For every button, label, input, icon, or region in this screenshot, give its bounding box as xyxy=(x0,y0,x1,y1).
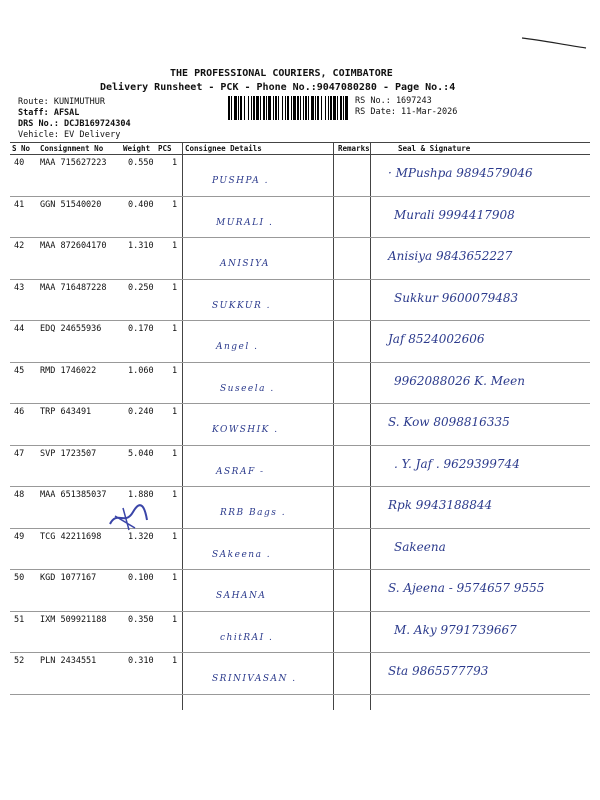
header-top-rule xyxy=(10,142,590,143)
row-pcs: 1 xyxy=(172,531,178,542)
row-weight: 0.550 xyxy=(128,158,154,168)
row-weight: 0.250 xyxy=(128,282,154,293)
row-weight: 0.170 xyxy=(128,324,154,334)
row-divider xyxy=(10,196,590,197)
row-divider xyxy=(10,362,590,363)
row-consignment-no: MAA 872604170 xyxy=(40,241,107,251)
row-consignment-no: EDQ 24655936 xyxy=(40,324,102,334)
row-signature: Sukkur 9600079483 xyxy=(394,290,519,305)
row-pcs: 1 xyxy=(172,614,178,625)
ink-stamp-mark xyxy=(105,502,150,532)
row-consignment-no: TCG 42211698 xyxy=(40,531,102,542)
row-consignee-name: KOWSHIK . xyxy=(212,425,279,435)
col-pcs: PCS xyxy=(158,144,172,153)
row-divider xyxy=(10,652,590,653)
row-pcs: 1 xyxy=(172,407,178,417)
row-sno: 45 xyxy=(14,365,25,376)
row-divider xyxy=(10,237,590,238)
drs-number: DRS No.: DCJB169724304 xyxy=(18,119,131,129)
row-consignee-name: Angel . xyxy=(216,342,259,352)
row-sno: 46 xyxy=(14,407,25,417)
col-weight: Weight xyxy=(123,144,151,153)
row-consignee-name: SUKKUR . xyxy=(212,300,271,311)
row-weight: 5.040 xyxy=(128,448,154,459)
row-pcs: 1 xyxy=(172,282,178,293)
row-consignee-name: SAHANA xyxy=(216,591,267,601)
row-pcs: 1 xyxy=(172,448,178,459)
row-signature: M. Aky 9791739667 xyxy=(394,622,517,637)
row-pcs: 1 xyxy=(172,199,178,210)
row-consignee-name: ANISIYA xyxy=(220,259,270,269)
row-pcs: 1 xyxy=(172,656,178,666)
seal-col-rule xyxy=(370,142,371,710)
header-bottom-rule xyxy=(10,154,590,155)
row-consignment-no: MAA 651385037 xyxy=(40,490,107,500)
row-signature: Sakeena xyxy=(394,539,446,554)
row-signature: S. Kow 8098816335 xyxy=(388,415,510,429)
rs-date: RS Date: 11-Mar-2026 xyxy=(355,107,458,117)
row-pcs: 1 xyxy=(172,490,178,500)
row-consignment-no: GGN 51540020 xyxy=(40,199,102,210)
staff-label: Staff: AFSAL xyxy=(18,108,80,118)
row-signature: · MPushpa 9894579046 xyxy=(388,166,533,180)
row-sno: 41 xyxy=(14,199,25,210)
row-sno: 51 xyxy=(14,614,25,625)
row-pcs: 1 xyxy=(172,365,178,376)
row-sno: 43 xyxy=(14,282,25,293)
col-consignee: Consignee Details xyxy=(185,144,262,153)
row-sno: 47 xyxy=(14,448,25,459)
row-consignment-no: TRP 643491 xyxy=(40,407,92,417)
row-signature: S. Ajeena - 9574657 9555 xyxy=(388,581,545,595)
row-consignment-no: SVP 1723507 xyxy=(40,448,97,459)
row-sno: 48 xyxy=(14,490,25,500)
row-signature: Murali 9994417908 xyxy=(394,207,515,222)
row-sno: 50 xyxy=(14,573,25,583)
row-pcs: 1 xyxy=(172,324,178,334)
row-signature: Rpk 9943188844 xyxy=(388,498,493,512)
consignee-col-rule xyxy=(182,142,183,710)
row-sno: 49 xyxy=(14,531,25,542)
row-consignee-name: chitRAI . xyxy=(220,632,274,643)
row-sno: 44 xyxy=(14,324,25,334)
col-seal-signature: Seal & Signature xyxy=(398,144,471,153)
row-signature: Anisiya 9843652227 xyxy=(388,249,513,263)
vehicle-label: Vehicle: EV Delivery xyxy=(18,130,121,140)
row-divider xyxy=(10,320,590,321)
row-weight: 0.240 xyxy=(128,407,154,417)
rs-number: RS No.: 1697243 xyxy=(355,96,432,106)
row-consignment-no: RMD 1746022 xyxy=(40,365,97,376)
row-consignment-no: MAA 715627223 xyxy=(40,158,107,168)
row-weight: 0.310 xyxy=(128,656,154,666)
row-sno: 52 xyxy=(14,656,25,666)
row-signature: 9962088026 K. Meen xyxy=(394,373,525,388)
row-weight: 1.320 xyxy=(128,531,154,542)
row-consignee-name: RRB Bags . xyxy=(220,508,287,518)
row-pcs: 1 xyxy=(172,241,178,251)
runsheet-subtitle: Delivery Runsheet - PCK - Phone No.:9047080280 - Page No.:4 xyxy=(100,82,456,93)
row-signature: Sta 9865577793 xyxy=(388,664,489,678)
row-divider xyxy=(10,569,590,570)
row-consignment-no: PLN 2434551 xyxy=(40,656,97,666)
row-consignee-name: ASRAF - xyxy=(216,466,265,477)
row-consignee-name: Suseela . xyxy=(220,383,275,394)
row-weight: 1.310 xyxy=(128,241,154,251)
row-divider xyxy=(10,403,590,404)
row-consignee-name: SRINIVASAN . xyxy=(212,674,297,684)
row-consignment-no: KGD 1077167 xyxy=(40,573,97,583)
row-consignee-name: SAkeena . xyxy=(212,549,272,560)
row-weight: 0.350 xyxy=(128,614,154,625)
row-divider xyxy=(10,528,590,529)
row-divider xyxy=(10,694,590,695)
row-weight: 1.880 xyxy=(128,490,154,500)
row-divider xyxy=(10,445,590,446)
row-consignee-name: PUSHPA . xyxy=(212,176,269,186)
row-consignee-name: MURALI . xyxy=(216,217,274,228)
row-weight: 1.060 xyxy=(128,365,154,376)
barcode-image xyxy=(228,96,352,120)
row-consignment-no: IXM 509921188 xyxy=(40,614,107,625)
row-consignment-no: MAA 716487228 xyxy=(40,282,107,293)
pen-stroke-mark xyxy=(520,32,590,52)
row-sno: 40 xyxy=(14,158,25,168)
row-signature: Jaf 8524002606 xyxy=(388,332,485,346)
row-weight: 0.400 xyxy=(128,199,154,210)
route-label: Route: KUNIMUTHUR xyxy=(18,97,105,107)
row-divider xyxy=(10,486,590,487)
row-signature: . Y. Jaf . 9629399744 xyxy=(394,456,520,471)
row-sno: 42 xyxy=(14,241,25,251)
row-divider xyxy=(10,611,590,612)
col-remarks: Remarks xyxy=(338,144,370,153)
company-title: THE PROFESSIONAL COURIERS, COIMBATORE xyxy=(170,68,393,79)
col-sno: S No xyxy=(12,144,31,153)
row-divider xyxy=(10,279,590,280)
col-consignment: Consignment No xyxy=(40,144,104,153)
row-pcs: 1 xyxy=(172,158,178,168)
row-weight: 0.100 xyxy=(128,573,154,583)
remarks-col-rule xyxy=(333,142,334,710)
row-pcs: 1 xyxy=(172,573,178,583)
